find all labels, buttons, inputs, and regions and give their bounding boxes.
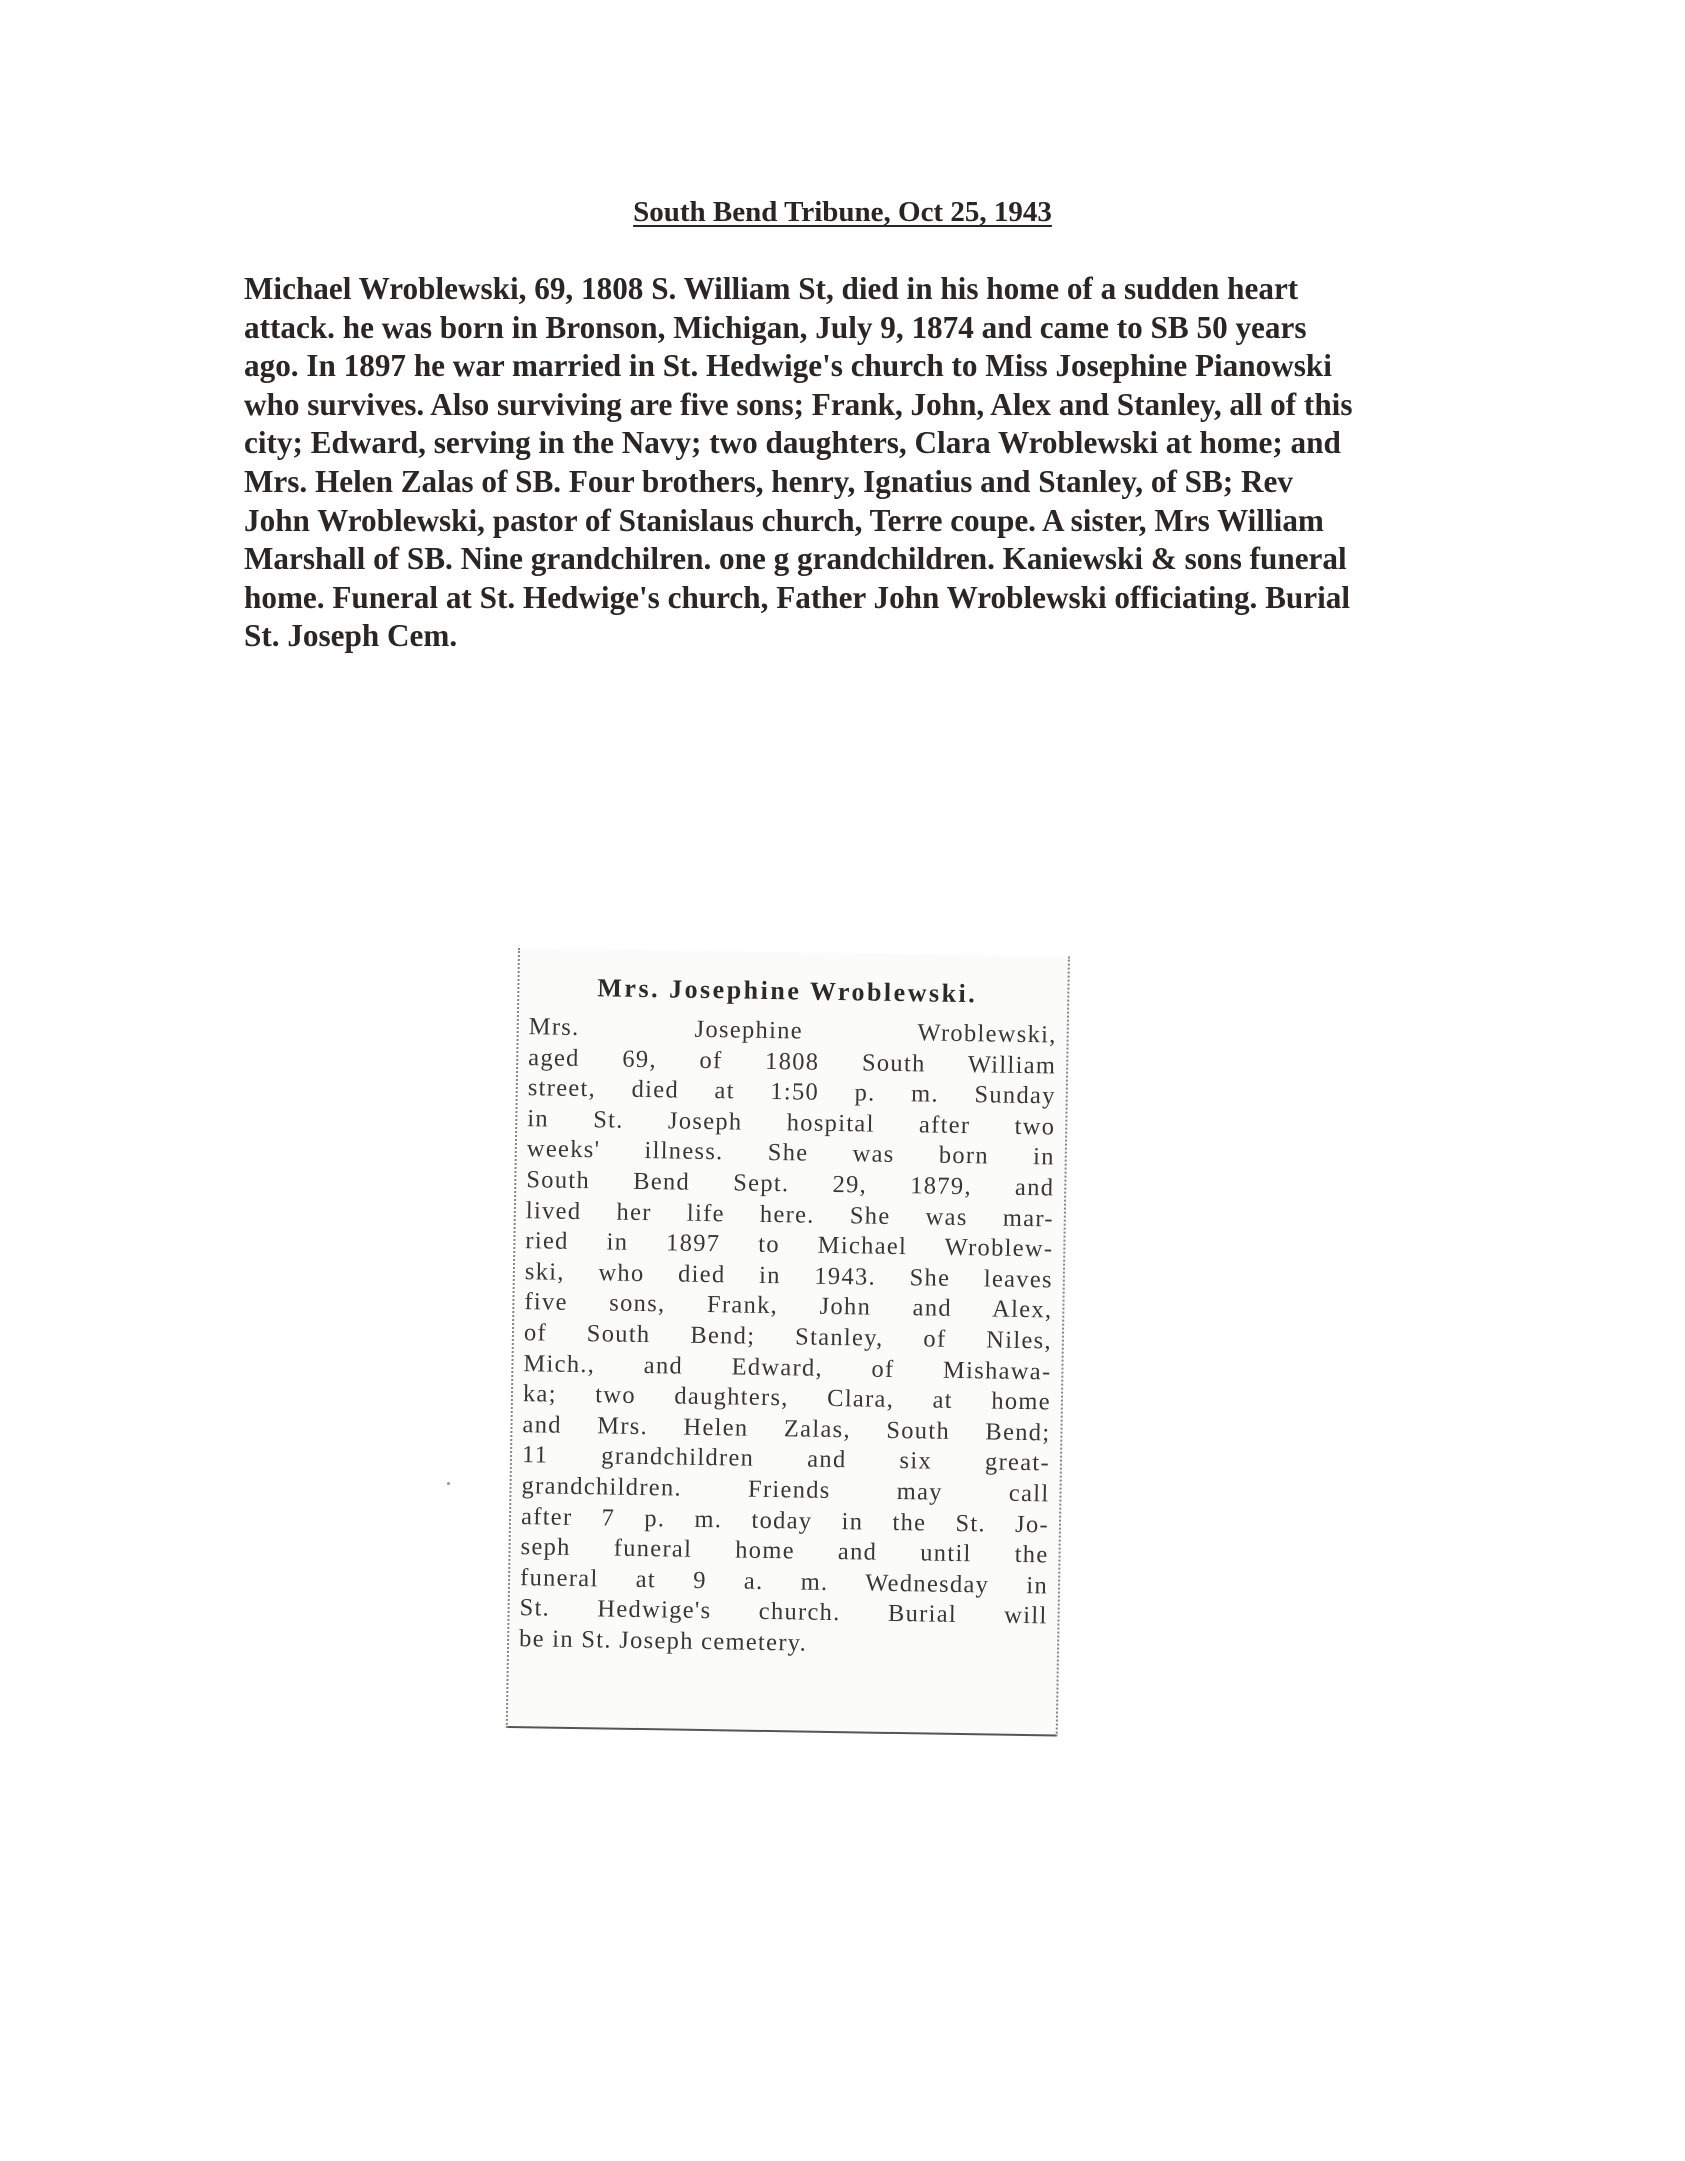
scan-speck bbox=[447, 1482, 450, 1485]
transcript-line: Mrs. Helen Zalas of SB. Four brothers, henry, Ignatius and Stanley, of SB; Rev bbox=[244, 463, 1293, 499]
clipping-title: Mrs. Josephine Wroblewski. bbox=[597, 973, 978, 1009]
clipping-line: ried in 1897 to Michael Wroblew- bbox=[525, 1227, 1054, 1263]
transcript-line: Michael Wroblewski, 69, 1808 S. William St, died in his home of a sudden heart bbox=[244, 271, 1299, 306]
clipping-line: be in St. Joseph cemetery. bbox=[518, 1624, 808, 1657]
newspaper-clipping bbox=[506, 948, 1070, 1737]
clipping-line: 11 grandchildren and six great- bbox=[521, 1441, 1051, 1477]
transcript-line: who survives. Also surviving are five sons; Frank, John, Alex and Stanley, all of this bbox=[244, 386, 1353, 422]
clipping-line: ka; two daughters, Clara, at home bbox=[522, 1380, 1052, 1416]
clipping-line: funeral at 9 a. m. Wednesday in bbox=[519, 1563, 1049, 1600]
clipping-line: grandchildren. Friends may call bbox=[521, 1472, 1050, 1508]
clipping-line: five sons, Frank, John and Alex, bbox=[524, 1288, 1053, 1324]
clipping-line: of South Bend; Stanley, of Niles, bbox=[523, 1319, 1053, 1355]
transcript-line: ago. In 1897 he war married in St. Hedwige's church to Miss Josephine Pianowski bbox=[244, 348, 1332, 384]
transcript-line: city; Edward, serving in the Navy; two daughters, Clara Wroblewski at home; and bbox=[244, 425, 1341, 461]
clipping-line: street, died at 1:50 p. m. Sunday bbox=[527, 1074, 1056, 1110]
transcript-line: attack. he was born in Bronson, Michigan, July 9, 1874 and came to SB 50 years bbox=[244, 309, 1307, 345]
clipping-cut-edge bbox=[508, 1726, 1056, 1737]
clipping-line: in St. Joseph hospital after two bbox=[527, 1104, 1056, 1141]
clipping-line: seph funeral home and until the bbox=[520, 1533, 1049, 1569]
clipping-line: lived her life here. She was mar- bbox=[525, 1196, 1055, 1233]
clipping-line: aged 69, of 1808 South William bbox=[528, 1043, 1057, 1080]
clipping-line: Mich., and Edward, of Mishawa- bbox=[523, 1349, 1052, 1385]
clipping-line: ski, who died in 1943. She leaves bbox=[524, 1257, 1054, 1294]
transcript-line: home. Funeral at St. Hedwige's church, Father John Wroblewski officiating. Burial bbox=[244, 579, 1351, 615]
clipping-line: St. Hedwige's church. Burial will bbox=[519, 1594, 1048, 1630]
clipping-line: weeks' illness. She was born in bbox=[526, 1135, 1055, 1171]
clipping-line: Mrs. Josephine Wroblewski, bbox=[528, 1013, 1057, 1049]
clipping-line: and Mrs. Helen Zalas, South Bend; bbox=[522, 1410, 1051, 1447]
clipping-line: South Bend Sept. 29, 1879, and bbox=[526, 1166, 1055, 1202]
obituary-transcript bbox=[244, 270, 1444, 656]
transcript-line: Marshall of SB. Nine grandchilren. one g grandchildren. Kaniewski & sons funeral bbox=[244, 541, 1347, 577]
transcript-line: St. Joseph Cem. bbox=[244, 618, 458, 654]
page-heading bbox=[0, 196, 1685, 229]
heading-text: South Bend Tribune, Oct 25, 1943 bbox=[633, 196, 1052, 228]
clipping-body bbox=[519, 1012, 1057, 1663]
clipping-line: after 7 p. m. today in the St. Jo- bbox=[520, 1502, 1050, 1538]
transcript-line: John Wroblewski, pastor of Stanislaus church, Terre coupe. A sister, Mrs William bbox=[244, 502, 1324, 538]
